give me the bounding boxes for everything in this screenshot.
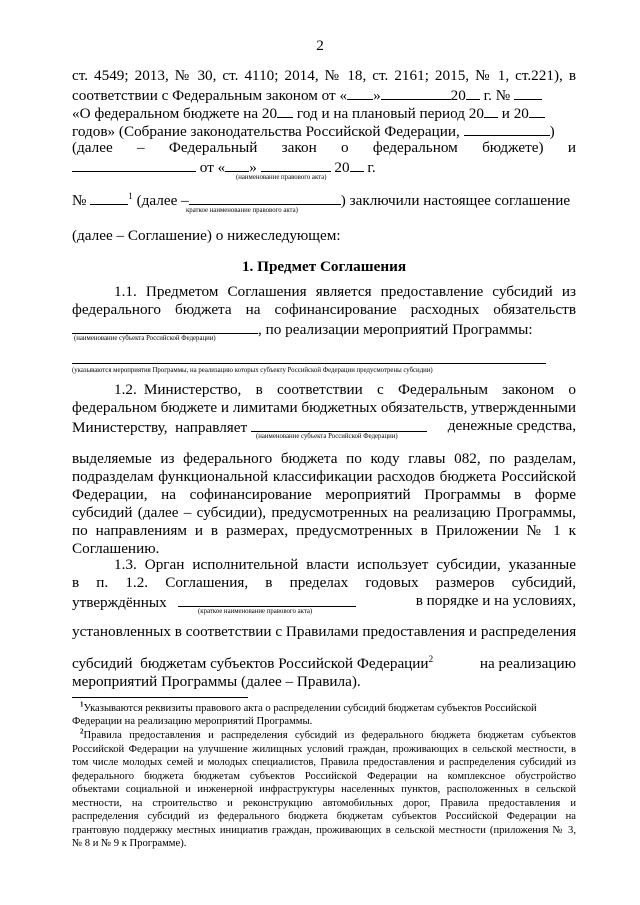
footnote-2-line-8: грантовую поддержку местных инициатив граждан, проживающих в сельской местности (приложения № 3, (72, 825, 576, 836)
caption-short-name-2: (краткое наименование правового акта) (198, 608, 313, 615)
intro-line-7: № $^1$ (далее – ) заключили настоящее соглашение (72, 190, 571, 209)
p12-line-1: 1.2. Министерство, в соответствии с Федеральным законом о (114, 381, 576, 398)
p12-line-3: Министерству, направляет денежные средства, (72, 417, 576, 436)
p11-line-2: федерального бюджета на софинансирование расходных обязательств (72, 301, 576, 318)
blank-subject (72, 319, 258, 334)
intro-line-3: «О федеральном бюджете на 20 год и на плановый период 20 и 20 (72, 103, 576, 123)
p13-line-6: мероприятий Программы (далее – Правила). (72, 673, 361, 690)
blank-collection (464, 121, 550, 136)
footnote-2-line-3: том числе молодых семей и молодых специалистов, Правила предоставления и распределения субсидий из (72, 757, 576, 768)
intro-line-5: (далее – Федеральный закон о федеральном бюджете) и (72, 139, 576, 156)
blank-short-name (189, 190, 341, 205)
footnote-2-line-1: $^2$Правила предоставления и распределения субсидий из федерального бюджета бюджетам субъектов (80, 727, 576, 741)
footnote-2-line-7: распределения субсидий из федерального бюджета бюджетам субъектов Российской Федерации на (72, 811, 576, 822)
footnote-2-line-2: Российской Федерации на улучшение жилищных условий граждан, проживающих в сельской местности, в (72, 744, 576, 755)
p11-line-3: , по реализации мероприятий Программы: (72, 319, 576, 339)
intro-line-2: соответствии с Федеральным законом от « » 20 г. № (72, 85, 576, 105)
p13-line-4: установленных в соответствии с Правилами предоставления и распределения (72, 623, 577, 640)
caption-short-name: краткое наименование правового акта) (186, 207, 298, 214)
p12-line-2: федеральном бюджете и лимитами бюджетных обязательств, утвержденными (72, 399, 576, 416)
blank-number (514, 85, 542, 100)
blank-legal-act (72, 157, 196, 172)
p12-line-8: по направлениям и в размерах, предусмотренных в Приложении № 1 к (72, 522, 576, 539)
p13-line-3: утверждённых в порядке и на условиях, (72, 592, 576, 611)
footnote-1-line-1: $^1$Указываются реквизиты правового акта о распределении субсидий бюджетам субъектов Российской (80, 700, 537, 714)
p12-line-6: Федерации, на софинансирование мероприятий Программы в форме (72, 486, 576, 503)
footnote-2-line-5: объектами социальной и инженерной инфраструктуры населенных пунктов, расположенных в сельской (72, 784, 576, 795)
p13-line-2: в п. 1.2. Соглашения, в пределах годовых размеров субсидий, (72, 574, 576, 591)
footnote-1-line-2: Федерации на реализацию мероприятий Программы. (72, 716, 313, 727)
p12-line-7: субсидий (далее – субсидии), предусмотренных на реализацию Программы, (72, 504, 576, 521)
caption-subject: (наименование субъекта Российской Федерации) (74, 335, 216, 342)
caption-subject-2: (наименование субъекта Российской Федерации) (256, 433, 398, 440)
intro-line-6: от « » 20 г. (72, 157, 576, 177)
caption-legal-act: (наименование правового акта) (236, 174, 327, 181)
intro-line-1: ст. 4549; 2013, № 30, ст. 4110; 2014, № 18, ст. 2161; 2015, № 1, ст.221), в (72, 67, 576, 84)
footnote-2-line-9: № 8 и № 9 к Программе). (72, 838, 187, 849)
blank-month (381, 85, 451, 100)
footnote-2-line-4: федерального бюджета бюджетам субъектов Российской Федерации на комплексное обустройство (72, 771, 576, 782)
p13-line-1: 1.3. Орган исполнительной власти использует субсидии, указанные (114, 556, 576, 573)
footnote-separator (72, 697, 248, 698)
blank-day (347, 85, 373, 100)
section-title: 1. Предмет Соглашения (241, 258, 407, 275)
footnote-ref-1: 1 (128, 190, 133, 201)
p12-line-5: подразделам функциональной классификации расходов бюджета Российской (72, 468, 576, 485)
intro-line-8: (далее – Соглашение) о нижеследующем: (72, 227, 341, 244)
caption-events: (указываются мероприятия Программы, на реализацию которых субъекту Российской Федерации предусмотрены субсидии) (72, 367, 433, 374)
blank-short-name-2 (178, 592, 356, 607)
p12-line-9: Соглашению. (72, 540, 160, 557)
p12-line-4: выделяемые из федерального бюджета по коду главы 082, по разделам, (72, 450, 576, 467)
intro-line-4: годов» (Собрание законодательства Российской Федерации, ) (72, 123, 555, 140)
blank-year (466, 85, 480, 100)
p11-line-1: 1.1. Предметом Соглашения является предоставление субсидий из (114, 283, 576, 300)
footnote-2-line-6: местности, на строительство и реконструкцию автомобильных дорог, Правила предоставления и (72, 798, 576, 809)
blank-subject-2 (251, 417, 427, 432)
page-number: 2 (316, 37, 324, 54)
footnote-ref-2: 2 (428, 653, 434, 664)
p13-line-5: субсидий бюджетам субъектов Российской Федерации$^2$ на реализацию (72, 653, 576, 672)
blank-events-line (72, 363, 546, 364)
